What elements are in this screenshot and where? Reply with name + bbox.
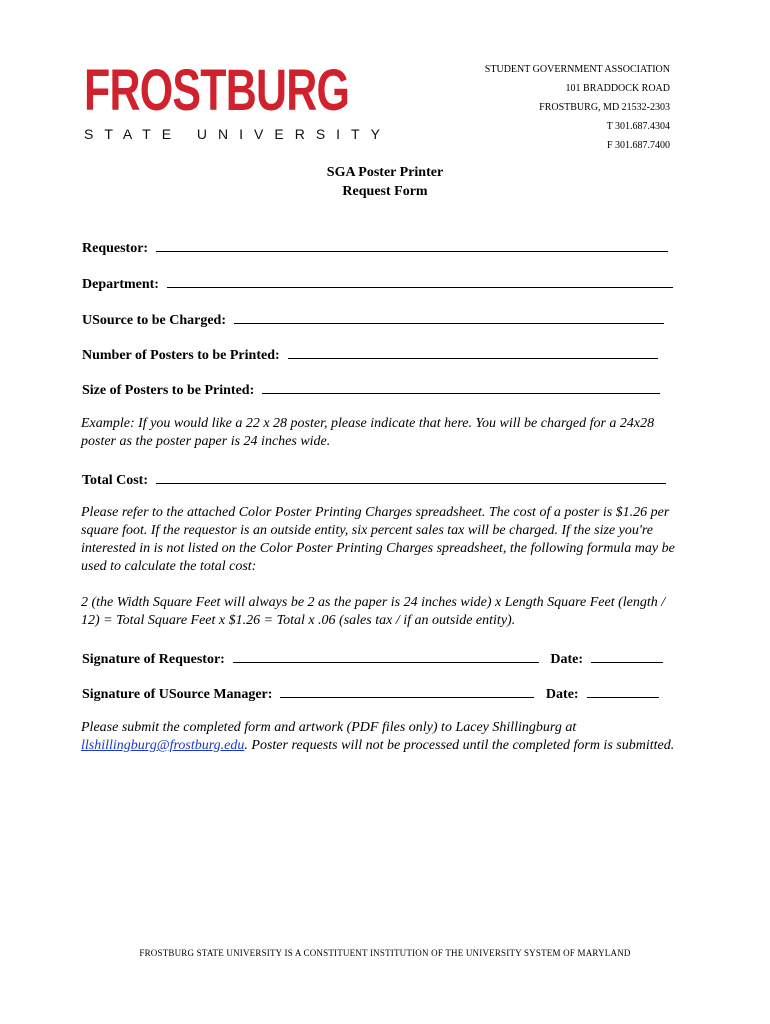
signature-manager-row — [82, 683, 659, 703]
size-posters-row — [82, 379, 660, 399]
size-posters-field[interactable] — [262, 379, 660, 394]
department-row — [82, 273, 673, 293]
form-subtitle: Request Form — [342, 184, 428, 199]
number-posters-label: Number of Posters to be Printed: — [82, 348, 280, 363]
requestor-label: Requestor: — [82, 241, 149, 256]
submit-text-prefix: Please submit the completed form and artwork (PDF files only) to Lacey Shillingburg at — [81, 720, 577, 735]
logo-subtitle: STATE UNIVERSITY — [84, 126, 391, 142]
total-cost-label: Total Cost: — [82, 473, 148, 488]
number-posters-field[interactable] — [288, 344, 658, 359]
signature-manager-field[interactable] — [280, 683, 534, 698]
address-org: STUDENT GOVERNMENT ASSOCIATION — [484, 64, 670, 75]
form-title: SGA Poster Printer — [326, 165, 444, 180]
total-cost-field[interactable] — [156, 469, 666, 484]
formula-note: 2 (the Width Square Feet will always be 2 as the paper is 24 inches wide) x Length Square Feet (length / 12) = Total Square Feet x $1.26 = Total x .06 (sales tax / if an outside entity). — [81, 595, 666, 628]
size-posters-label: Size of Posters to be Printed: — [82, 383, 255, 398]
usource-label: USource to be Charged: — [82, 313, 227, 328]
signature-manager-label: Signature of USource Manager: — [82, 687, 273, 702]
signature-requestor-label: Signature of Requestor: — [82, 652, 225, 667]
requestor-field[interactable] — [156, 237, 668, 252]
number-posters-row — [82, 344, 658, 364]
address-phone: T 301.687.4304 — [606, 121, 670, 132]
address-block — [485, 60, 670, 155]
usource-field[interactable] — [234, 309, 664, 324]
charges-note: Please refer to the attached Color Poster Printing Charges spreadsheet. The cost of a poster is $1.26 per square foot. If the requestor is an outside entity, six percent sales tax will be charged. If the size you're interested in is not listed on the Color Poster Printing Charges spreadsheet, the following formula may be used to calculate the total cost: — [81, 505, 675, 574]
requestor-row — [82, 237, 668, 257]
department-label: Department: — [82, 277, 159, 292]
date-field-manager[interactable] — [587, 683, 659, 698]
department-field[interactable] — [167, 273, 673, 288]
date-label-requestor: Date: — [550, 652, 583, 667]
example-note: Example: If you would like a 22 x 28 poster, please indicate that here. You will be charged for a 24x28 poster as the poster paper is 24 inches wide. — [81, 416, 655, 449]
signature-requestor-row — [82, 648, 663, 668]
address-street: 101 BRADDOCK ROAD — [565, 83, 670, 94]
university-logo — [84, 58, 391, 142]
submit-text-suffix: . Poster requests will not be processed until the completed form is submitted. — [244, 738, 675, 753]
signature-requestor-field[interactable] — [233, 648, 539, 663]
total-cost-row — [82, 469, 666, 489]
address-city: FROSTBURG, MD 21532-2303 — [539, 102, 670, 113]
date-field-requestor[interactable] — [591, 648, 663, 663]
address-fax: F 301.687.7400 — [606, 140, 670, 151]
logo-wordmark: FROSTBURG — [84, 58, 350, 123]
footer-text: FROSTBURG STATE UNIVERSITY IS A CONSTITUENT INSTITUTION OF THE UNIVERSITY SYSTEM OF MARYLAND — [139, 948, 631, 958]
email-link[interactable]: llshillingburg@frostburg.edu — [81, 738, 245, 753]
submit-note — [81, 719, 681, 755]
date-label-manager: Date: — [545, 687, 579, 702]
usource-row — [82, 309, 664, 329]
